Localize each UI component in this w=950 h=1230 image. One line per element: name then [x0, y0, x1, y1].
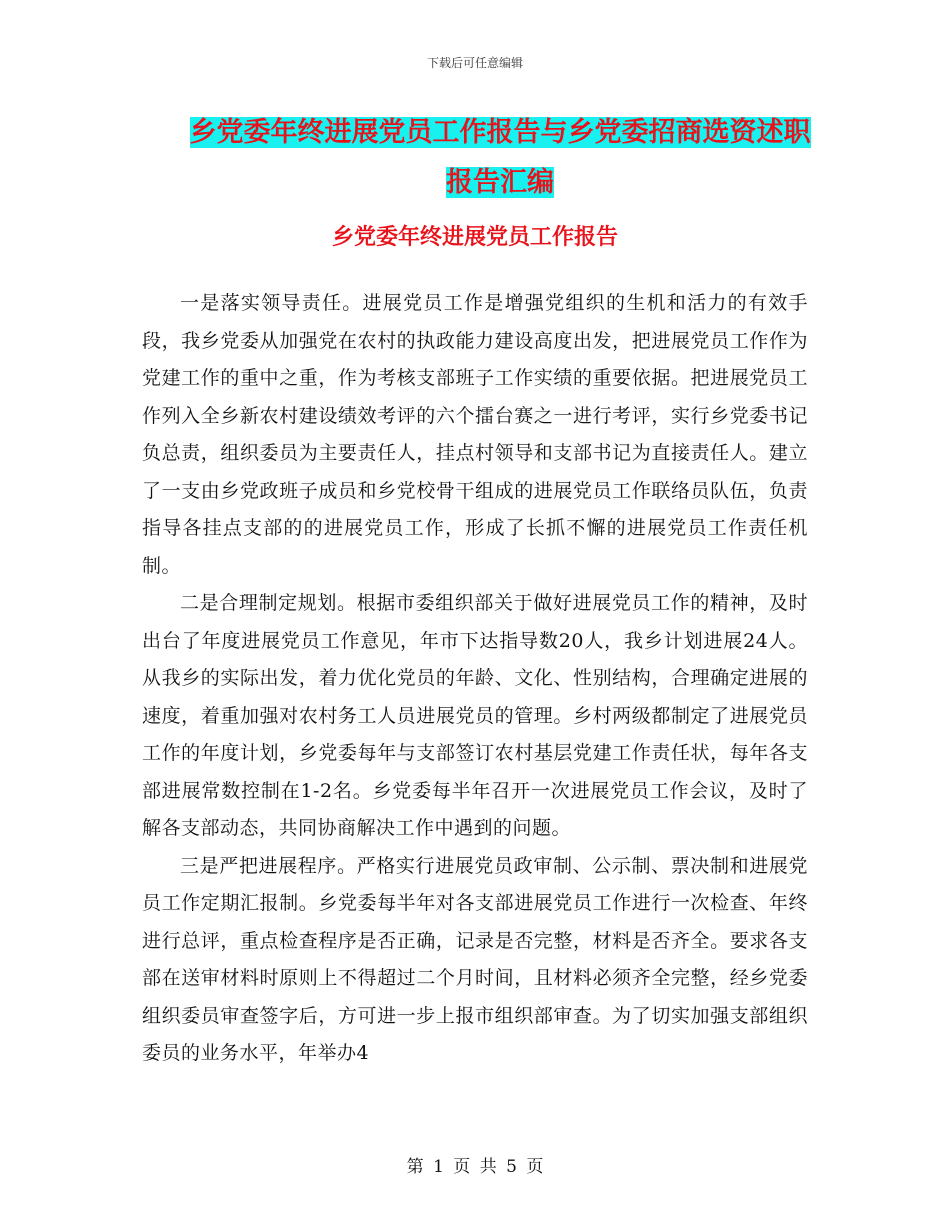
paragraph: 二是合理制定规划。根据市委组织部关于做好进展党员工作的精神，及时出台了年度进展党员工作意见，年市下达指导数20人，我乡计划进展24人。从我乡的实际出发，着力优化党员的年龄、文化、性别结构，合理确定进展的速度，着重加强对农村务工人员进展党员的管理。乡村两级都制定了进展党员工作的年度计划，乡党委每年与支部签订农村基层党建工作责任状，每年各支部进展常数控制在1-2名。乡党委每半年召开一次进展党员工作会议，及时了解各支部动态，共同协商解决工作中遇到的问题。 — [142, 592, 808, 839]
section-title: 乡党委年终进展党员工作报告 — [331, 225, 618, 250]
page-number: 第 1 页 共 5 页 — [406, 1157, 544, 1177]
paragraph: 三是严把进展程序。严格实行进展党员政审制、公示制、票决制和进展党员工作定期汇报制。乡党委每半年对各支部进展党员工作进行一次检查、年终进行总评，重点检查程序是否正确，记录是否完整，材料是否齐全。要求各支部在送审材料时原则上不得超过二个月时间，且材料必须齐全完整，经乡党委组织委员审查签字后，方可进一步上报市组织部审查。为了切实加强支部组织委员的业务水平，年举办4 — [142, 854, 808, 1064]
header-note: 下载后可任意编辑 — [426, 56, 523, 70]
document-title-line1: 乡党委年终进展党员工作报告与乡党委招商选资述职 — [189, 117, 811, 148]
paragraph: 一是落实领导责任。进展党员工作是增强党组织的生机和活力的有效手段，我乡党委从加强党在农村的执政能力建设高度出发，把进展党员工作作为党建工作的重中之重，作为考核支部班子工作实绩的重要依据。把进展党员工作列入全乡新农村建设绩效考评的六个擂台赛之一进行考评，实行乡党委书记负总责，组织委员为主要责任人，挂点村领导和支部书记为直接责任人。建立了一支由乡党政班子成员和乡党校骨干组成的进展党员工作联络员队伍，负责指导各挂点支部的的进展党员工作，形成了长抓不懈的进展党员工作责任机制。 — [142, 292, 808, 577]
document-title-line2: 报告汇编 — [446, 167, 554, 198]
document-title — [140, 108, 860, 208]
body-text — [142, 285, 808, 1073]
